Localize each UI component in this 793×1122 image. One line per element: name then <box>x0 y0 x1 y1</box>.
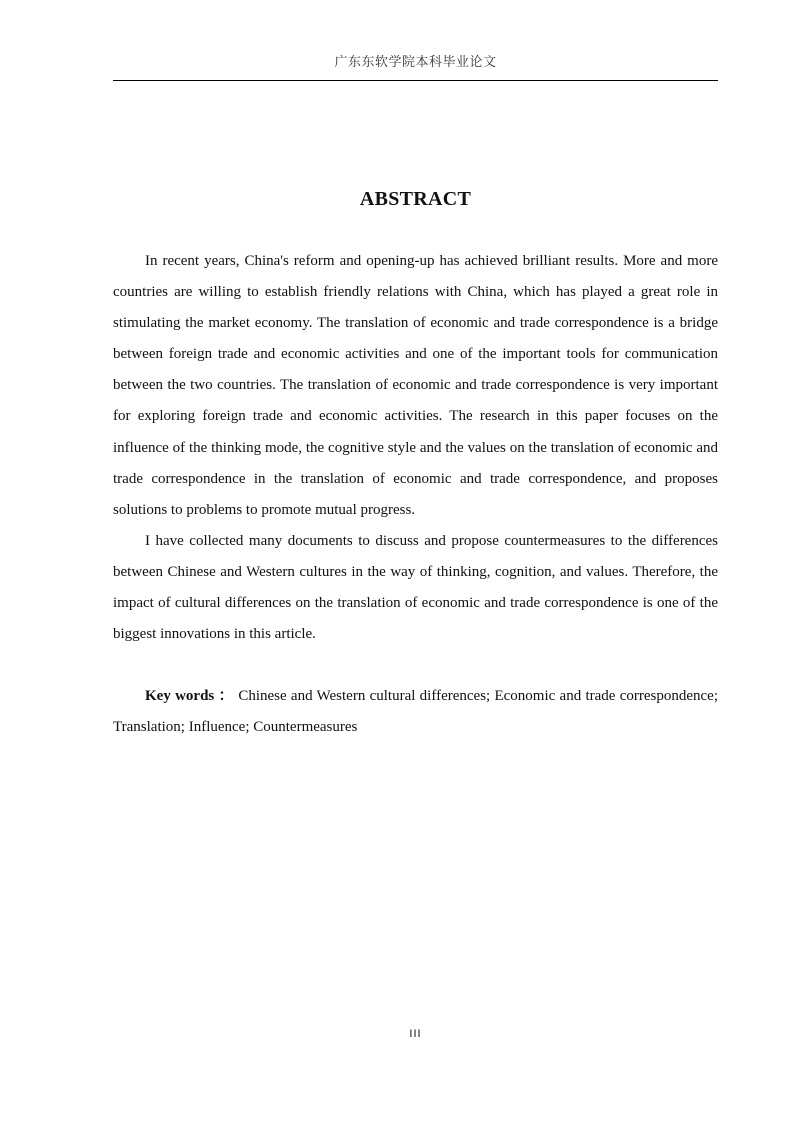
running-header: 广东东软学院本科毕业论文 <box>334 55 497 70</box>
abstract-paragraph-1: In recent years, China's reform and opening-up has achieved brilliant results. More and more countries are willing to establish friendly relations with China, which has played a great role in stimulating the market economy. The translation of economic and trade correspondence is a bridge between foreign trade and economic activities and one of the important tools for communication between the two countries. The translation of economic and trade correspondence is very important for exploring foreign trade and economic activities. The research in this paper focuses on the influence of the thinking mode, the cognitive style and the values on the translation of economic and trade correspondence in the translation of economic and trade correspondence, and proposes solutions to problems to promote mutual progress. <box>113 253 718 518</box>
header-divider <box>113 80 718 81</box>
abstract-title: ABSTRACT <box>359 188 472 210</box>
abstract-body <box>113 246 718 743</box>
keywords-line <box>113 681 718 743</box>
page-number: III <box>409 1028 422 1040</box>
keywords-label: Key words ： <box>145 688 235 705</box>
abstract-paragraph-2: I have collected many documents to discuss and propose countermeasures to the differences between Chinese and Western cultures in the way of thinking, cognition, and values. Therefore, the impact of cultural differences on the translation of economic and trade correspondence is one of the biggest innovations in this article. <box>113 532 718 643</box>
keywords-text: Chinese and Western cultural differences; Economic and trade correspondence; Translation; Influence; Countermeasures <box>113 688 718 736</box>
